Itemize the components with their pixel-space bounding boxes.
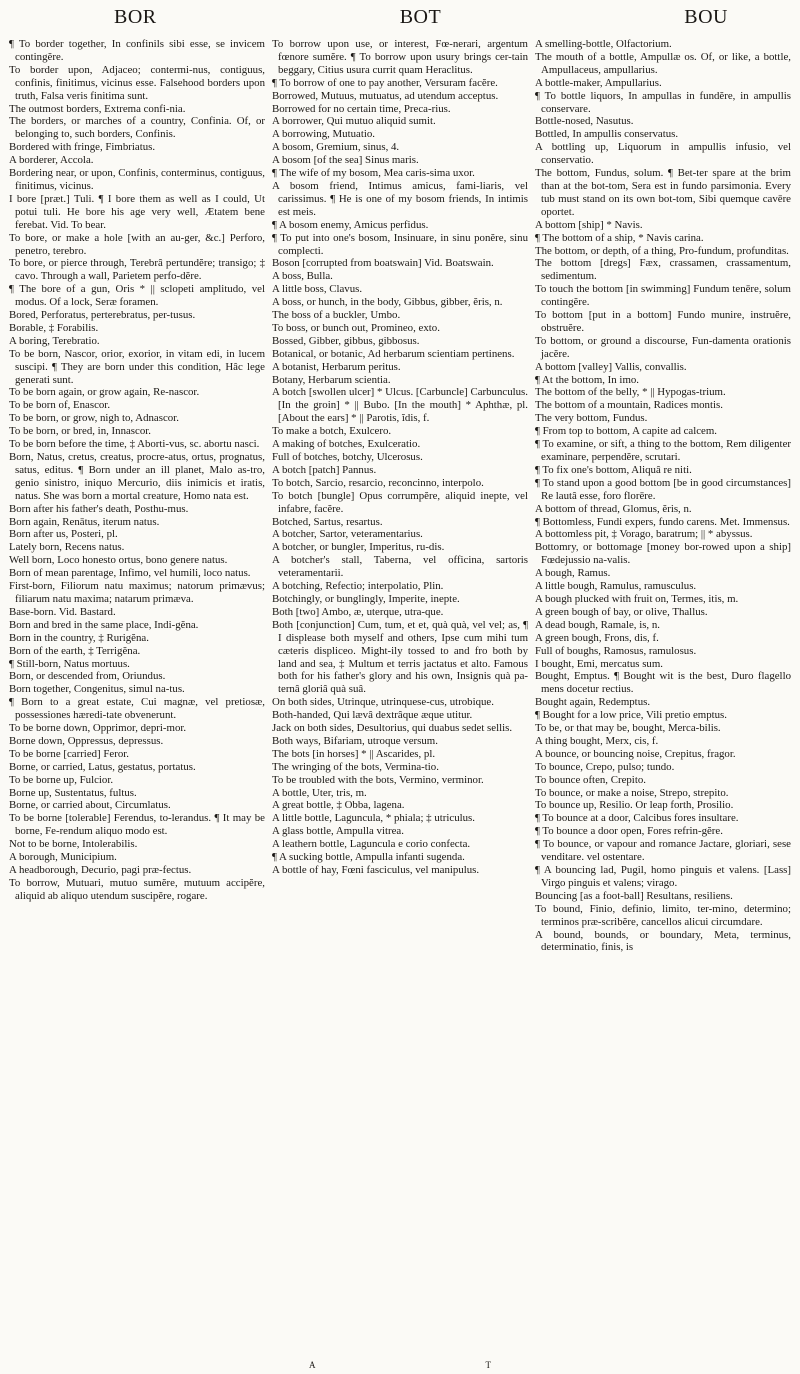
dictionary-entry: Born in the country, ‡ Rurigĕna. — [9, 631, 149, 644]
dictionary-entry: Borne down, Oppressus, depressus. — [9, 734, 164, 747]
dictionary-entry: A botcher, or bungler, Imperitus, ru-dis. — [272, 541, 445, 554]
dictionary-entry: ¶ To bounce, or vapour and romance Jactare, gloriari, sese venditare. vel ostentare. — [535, 838, 791, 864]
dictionary-entry: The bottom of the belly, * || Hypogas-trium. — [535, 386, 726, 399]
dictionary-entry: To be borne [carried] Feror. — [9, 747, 129, 760]
headword-center: BOT — [399, 6, 442, 28]
dictionary-entry: The bottom, or depth, of a thing, Pro-fundum, profunditas. — [535, 244, 789, 257]
dictionary-entry: The outmost borders, Extrema confi-nia. — [9, 102, 186, 115]
dictionary-entry: ¶ Bought for a low price, Vili pretio emptus. — [535, 709, 727, 722]
dictionary-entry: A bottling up, Liquorum in ampullis infusio, vel conservatio. — [535, 141, 791, 167]
dictionary-entry: Borne, or carried about, Circumlatus. — [9, 799, 171, 812]
dictionary-entry: A bough plucked with fruit on, Termes, itis, m. — [535, 592, 739, 605]
signature-marks — [0, 1360, 800, 1370]
dictionary-entry: ¶ To bounce a door open, Fores refrin-gĕre. — [535, 825, 723, 838]
dictionary-entry: A little bough, Ramulus, ramusculus. — [535, 580, 697, 593]
running-headwords — [6, 6, 794, 38]
dictionary-entry: Born after us, Posteri, pl. — [9, 528, 118, 541]
dictionary-entry: ¶ Bottomless, Fundi expers, fundo carens. Met. Immensus. — [535, 515, 790, 528]
dictionary-entry: A borrower, Qui mutuo aliquid sumit. — [272, 115, 436, 128]
dictionary-entry: Born and bred in the same place, Indi-gĕna. — [9, 618, 199, 631]
dictionary-entry: To boss, or bunch out, Promineo, exto. — [272, 321, 440, 334]
dictionary-entry: The mouth of a bottle, Ampullæ os. Of, or like, a bottle, Ampullaceus, ampullarius. — [535, 50, 791, 76]
dictionary-entry: ¶ The bottom of a ship, * Navis carina. — [535, 231, 704, 244]
dictionary-entry: A green bough, Frons, dis, f. — [535, 631, 659, 644]
dictionary-entry: Born after his father's death, Posthu-mus. — [9, 502, 189, 515]
dictionary-entry: The very bottom, Fundus. — [535, 412, 648, 425]
dictionary-entry: ¶ Still-born, Natus mortuus. — [9, 657, 130, 670]
dictionary-entry: Borne, or carried, Latus, gestatus, portatus. — [9, 760, 196, 773]
dictionary-entry: A botch [patch] Pannus. — [272, 463, 377, 476]
dictionary-entry: To be borne up, Fulcior. — [9, 773, 114, 786]
dictionary-entry: A leathern bottle, Laguncula e corio confecta. — [272, 838, 471, 851]
dictionary-entry: Born, Natus, cretus, creatus, procre-atus, ortus, prognatus, satus, editus. ¶ Born under an ill planet, Malo as-tro, genio sinistro, iniquo Mercurio, diis inimicis et iratis, natus. She was born a mortal creature, Homo nata est. — [9, 451, 265, 502]
dictionary-entry: To be born before the time, ‡ Aborti-vus, sc. abortu nasci. — [9, 438, 260, 451]
dictionary-entry: To touch the bottom [in swimming] Fundum tenēre, solum contingĕre. — [535, 283, 791, 309]
dictionary-entry: ¶ To fix one's bottom, Aliquâ re niti. — [535, 463, 692, 476]
dictionary-entry: Jack on both sides, Desultorius, qui duabus sedet sellis. — [272, 722, 513, 735]
dictionary-entry: Bottomry, or bottomage [money bor-rowed upon a ship] Fœdejussio na-valis. — [535, 541, 791, 567]
dictionary-entry: ¶ To borrow of one to pay another, Versuram facĕre. — [272, 76, 498, 89]
dictionary-entry: Botany, Herbarum scientia. — [272, 373, 391, 386]
dictionary-entry: On both sides, Utrinque, utrinquese-cus, utrobique. — [272, 696, 494, 709]
dictionary-entry: Botanical, or botanic, Ad herbarum scientiam pertinens. — [272, 347, 515, 360]
dictionary-entry: Both [two] Ambo, æ, uterque, utra-que. — [272, 605, 444, 618]
dictionary-entry: ¶ The bore of a gun, Oris * || sclopeti amplitudo, vel modus. Of a lock, Seræ foramen. — [9, 283, 265, 309]
dictionary-entry: ¶ The wife of my bosom, Mea caris-sima uxor. — [272, 167, 475, 180]
dictionary-entry: Born, or descended from, Oriundus. — [9, 670, 166, 683]
dictionary-entry: Both-handed, Qui lævâ dextrâque æque utitur. — [272, 709, 473, 722]
dictionary-entry: A botching, Refectio; interpolatio, Plin. — [272, 580, 444, 593]
dictionary-entry: Bordered with fringe, Fimbriatus. — [9, 141, 156, 154]
dictionary-entry: To be born, or bred, in, Innascor. — [9, 425, 151, 438]
dictionary-entry: A bottom [ship] * Navis. — [535, 218, 643, 231]
dictionary-entry: A bosom friend, Intimus amicus, fami-liaris, vel carissimus. ¶ He is one of my bosom friends, In intimis est meis. — [272, 179, 528, 218]
dictionary-entry: A headborough, Decurio, pagi præ-fectus. — [9, 864, 192, 876]
dictionary-entry: To bounce, Crepo, pulso; tundo. — [535, 760, 675, 773]
dictionary-entry: A great bottle, ‡ Obba, lagena. — [272, 799, 405, 812]
dictionary-entry: To bounce up, Resilio. Or leap forth, Prosilio. — [535, 799, 734, 812]
dictionary-entry: Bottle-nosed, Nasutus. — [535, 115, 634, 128]
dictionary-entry: Born together, Congenitus, simul na-tus. — [9, 683, 185, 696]
dictionary-entry: A botcher, Sartor, veteramentarius. — [272, 528, 423, 541]
dictionary-entry: A boring, Terebratio. — [9, 334, 100, 347]
dictionary-entry: Well born, Loco honesto ortus, bono genere natus. — [9, 554, 228, 567]
dictionary-entry: A bosom, Gremium, sinus, 4. — [272, 141, 400, 154]
column-right — [535, 38, 791, 1344]
dictionary-entry: ¶ To stand upon a good bottom [be in good circumstances] Re lautâ esse, foro florēre. — [535, 476, 791, 502]
dictionary-entry: Bored, Perforatus, perterebratus, per-tusus. — [9, 309, 196, 322]
dictionary-entry: A borderer, Accola. — [9, 154, 94, 167]
dictionary-entry: A little bottle, Laguncula, * phiala; ‡ utriculus. — [272, 812, 475, 825]
dictionary-entry: A bottle-maker, Ampullarius. — [535, 76, 662, 89]
dictionary-entry: Bordering near, or upon, Confinis, conterminus, contiguus, finitimus, vicinus. — [9, 167, 265, 192]
dictionary-columns — [6, 38, 794, 1344]
dictionary-entry: ¶ To put into one's bosom, Insinuare, in sinu ponĕre, sinu complecti. — [272, 231, 528, 257]
dictionary-entry: A borrowing, Mutuatio. — [272, 128, 376, 141]
column-left — [9, 38, 265, 1344]
dictionary-entry: A dead bough, Ramale, is, n. — [535, 618, 660, 631]
dictionary-entry: I bought, Emi, mercatus sum. — [535, 657, 663, 670]
dictionary-entry: A bounce, or bouncing noise, Crepitus, fragor. — [535, 747, 736, 760]
dictionary-entry: A bough, Ramus. — [535, 567, 611, 580]
dictionary-entry: To bounce often, Crepito. — [535, 773, 646, 786]
dictionary-entry: ¶ A bosom enemy, Amicus perfidus. — [272, 218, 429, 231]
dictionary-entry: To bottom, or ground a discourse, Fun-damenta orationis jacĕre. — [535, 334, 791, 360]
dictionary-entry: The bottom of a mountain, Radices montis. — [535, 399, 723, 412]
column-middle — [272, 38, 528, 1344]
dictionary-entry: To be born, Nascor, orior, exorior, in vitam edi, in lucem suscipi. ¶ They are born under this condition, Hâc lege generati sunt. — [9, 347, 265, 386]
dictionary-entry: To be born again, or grow again, Re-nascor. — [9, 386, 200, 399]
dictionary-entry: ¶ A sucking bottle, Ampulla infanti sugenda. — [272, 851, 465, 864]
dictionary-entry: Borrowed, Mutuus, mutuatus, ad utendum acceptus. — [272, 89, 499, 102]
signature-mark-right: T — [485, 1360, 491, 1370]
dictionary-entry: The borders, or marches of a country, Confinia. Of, or belonging to, such borders, Confinis. — [9, 115, 265, 141]
dictionary-entry: To bottom [put in a bottom] Fundo munire, instruĕre, obstruĕre. — [535, 309, 791, 334]
dictionary-entry: Both ways, Bifariam, utroque versum. — [272, 734, 438, 747]
dictionary-entry: A borough, Municipium. — [9, 851, 117, 864]
dictionary-entry: To border upon, Adjaceo; contermi-nus, contiguus, confinis, finitimus, vicinus esse. Falsehood borders upon truth, Falsa veris finitima sunt. — [9, 63, 265, 102]
dictionary-entry: To bounce, or make a noise, Strepo, strepito. — [535, 786, 729, 799]
dictionary-entry: A little boss, Clavus. — [272, 283, 363, 296]
dictionary-entry: A bottomless pit, ‡ Vorago, baratrum; || * abyssus. — [535, 528, 753, 541]
dictionary-entry: Boson [corrupted from boatswain] Vid. Boatswain. — [272, 257, 494, 270]
dictionary-entry: A boss, Bulla. — [272, 270, 333, 283]
dictionary-entry: ¶ A bouncing lad, Pugil, homo pinguis et valens. [Lass] Virgo pinguis et valens; virago. — [535, 864, 791, 889]
dictionary-entry: A bottom of thread, Glomus, ĕris, n. — [535, 502, 692, 515]
dictionary-entry: ¶ Born to a great estate, Cui magnæ, vel pretiosæ, possessiones hæredi-tate obvenerunt. — [9, 696, 265, 722]
dictionary-entry: To be, or that may be, bought, Merca-bilis. — [535, 722, 721, 735]
dictionary-entry: I bore [præt.] Tuli. ¶ I bore them as well as I could, Ut potui tuli. He bore his age very well, Ætatem bene ferebat. Vid. To bear. — [9, 192, 265, 231]
dictionary-entry: To bore, or pierce through, Terebrâ pertundĕre; transigo; ‡ cavo. Through a wall, Parietem perfo-dĕre. — [9, 257, 265, 283]
dictionary-entry: To be troubled with the bots, Vermino, verminor. — [272, 773, 484, 786]
signature-mark-left: A — [309, 1360, 316, 1370]
dictionary-entry: Base-born. Vid. Bastard. — [9, 605, 116, 618]
dictionary-entry: To borrow upon use, or interest, Fœ-nerari, argentum fœnore sumĕre. ¶ To borrow upon usury brings cer-tain beggary, Citius usura currit quam Heraclitus. — [272, 38, 528, 76]
dictionary-entry: A bound, bounds, or boundary, Meta, terminus, determinatio, finis, is — [535, 928, 791, 954]
dictionary-entry: To botch [bungle] Opus corrumpĕre, aliquid inepte, vel infabre, facĕre. — [272, 489, 528, 515]
dictionary-entry: A botcher's stall, Taberna, vel officina, sartoris veteramentarii. — [272, 554, 528, 580]
dictionary-entry: A bottle of hay, Fœni fasciculus, vel manipulus. — [272, 864, 480, 876]
dictionary-entry: A bottle, Uter, tris, m. — [272, 786, 367, 799]
dictionary-entry: A botanist, Herbarum peritus. — [272, 360, 401, 373]
dictionary-entry: Born of mean parentage, Infimo, vel humili, loco natus. — [9, 567, 251, 580]
dictionary-entry: The boss of a buckler, Umbo. — [272, 309, 401, 322]
dictionary-entry: Full of botches, botchy, Ulcerosus. — [272, 451, 423, 463]
dictionary-entry: To be born, or grow, nigh to, Adnascor. — [9, 412, 179, 425]
dictionary-entry: Bouncing [as a foot-ball] Resultans, resiliens. — [535, 889, 733, 902]
headword-left: BOR — [114, 6, 157, 28]
dictionary-entry: To be born of, Enascor. — [9, 399, 111, 412]
dictionary-entry: ¶ To examine, or sift, a thing to the bottom, Rem diligenter examinare, perpendĕre, scrutari. — [535, 438, 791, 463]
dictionary-entry: First-born, Filiorum natu maximus; natorum primævus; filiarum natu maxima; natarum primæva. — [9, 580, 265, 605]
dictionary-entry: The bots [in horses] * || Ascarides, pl. — [272, 747, 436, 760]
dictionary-entry: Borne up, Sustentatus, fultus. — [9, 786, 137, 799]
dictionary-entry: Born again, Renātus, iterum natus. — [9, 515, 160, 528]
dictionary-entry: Botchingly, or bunglingly, Imperite, inepte. — [272, 592, 460, 605]
dictionary-entry: A green bough of bay, or olive, Thallus. — [535, 605, 708, 618]
dictionary-entry: A making of botches, Exulceratio. — [272, 438, 421, 451]
dictionary-entry: Botched, Sartus, resartus. — [272, 515, 383, 528]
dictionary-entry: Full of boughs, Ramosus, ramulosus. — [535, 644, 697, 657]
dictionary-entry: ¶ At the bottom, In imo. — [535, 373, 640, 386]
dictionary-entry: ¶ To bottle liquors, In ampullas in fundĕre, in ampullis conservare. — [535, 89, 791, 115]
dictionary-entry: Not to be borne, Intolerabilis. — [9, 838, 138, 851]
dictionary-entry: A bosom [of the sea] Sinus maris. — [272, 154, 419, 167]
dictionary-entry: To borrow, Mutuari, mutuo sumĕre, mutuum accipĕre, aliquid ab aliquo utendum suscipĕre, rogare. — [9, 876, 265, 902]
dictionary-entry: A bottom [valley] Vallis, convallis. — [535, 360, 687, 373]
dictionary-entry: A boss, or hunch, in the body, Gibbus, gibber, ĕris, n. — [272, 296, 503, 309]
dictionary-entry: To be borne down, Opprimor, depri-mor. — [9, 722, 187, 735]
dictionary-entry: Both [conjunction] Cum, tum, et et, quà quà, vel vel; as, ¶ I displease both myself and others, Ipse cum mihi tum cæteris displiceo. Might-ily tossed to and fro both by land and sea, ‡ Multum et terris jactatus et alto. Famous both for his father's glory and his own, Insignis quà pa-ternâ gloriâ quà suâ. — [272, 618, 528, 696]
dictionary-entry: The bottom, Fundus, solum. ¶ Bet-ter spare at the brim than at the bot-tom, Sera est in fundo parsimonia. Every tub must stand on its own bot-tom, Sibi quemque cavēre oportet. — [535, 167, 791, 218]
dictionary-entry: Bossed, Gibber, gibbus, gibbosus. — [272, 334, 420, 347]
dictionary-entry: ¶ To bounce at a door, Calcibus fores insultare. — [535, 812, 739, 825]
dictionary-entry: To bore, or make a hole [with an au-ger, &c.] Perforo, penetro, terebro. — [9, 231, 265, 257]
dictionary-entry: A botch [swollen ulcer] * Ulcus. [Carbuncle] Carbunculus. [In the groin] * || Bubo. [In the mouth] * Aphthæ, pl. [About the ears] * || Parotis, ĭdis, f. — [272, 386, 528, 425]
dictionary-entry: A smelling-bottle, Olfactorium. — [535, 38, 672, 50]
dictionary-entry: To be borne [tolerable] Ferendus, to-lerandus. ¶ It may be borne, Fe-rendum aliquo modo est. — [9, 812, 265, 838]
dictionary-entry: To bound, Finio, definio, limito, ter-mino, determino; terminos præ-scribĕre, cancellos alicui circumdare. — [535, 902, 791, 928]
dictionary-entry: A thing bought, Merx, cis, f. — [535, 734, 659, 747]
dictionary-entry: ¶ To border together, In confinils sibi esse, se invicem contingĕre. — [9, 38, 265, 63]
headword-right: BOU — [684, 6, 728, 28]
dictionary-entry: To make a botch, Exulcero. — [272, 425, 392, 438]
dictionary-entry: Bought again, Redemptus. — [535, 696, 651, 709]
dictionary-entry: Born of the earth, ‡ Terrigĕna. — [9, 644, 141, 657]
dictionary-entry: Bottled, In ampullis conservatus. — [535, 128, 679, 141]
dictionary-entry: ¶ From top to bottom, A capite ad calcem. — [535, 425, 717, 438]
dictionary-entry: A glass bottle, Ampulla vitrea. — [272, 825, 404, 838]
dictionary-entry: The bottom [dregs] Fæx, crassamen, crassamentum, sedimentum. — [535, 257, 791, 283]
dictionary-entry: Bought, Emptus. ¶ Bought wit is the best, Duro flagello mens docetur rectius. — [535, 670, 791, 696]
dictionary-entry: Borrowed for no certain time, Preca-rius. — [272, 102, 451, 115]
dictionary-entry: Borable, ‡ Forabilis. — [9, 321, 99, 334]
dictionary-entry: To botch, Sarcio, resarcio, reconcinno, interpolo. — [272, 476, 484, 489]
dictionary-entry: Lately born, Recens natus. — [9, 541, 125, 554]
dictionary-entry: The wringing of the bots, Vermina-tio. — [272, 760, 439, 773]
